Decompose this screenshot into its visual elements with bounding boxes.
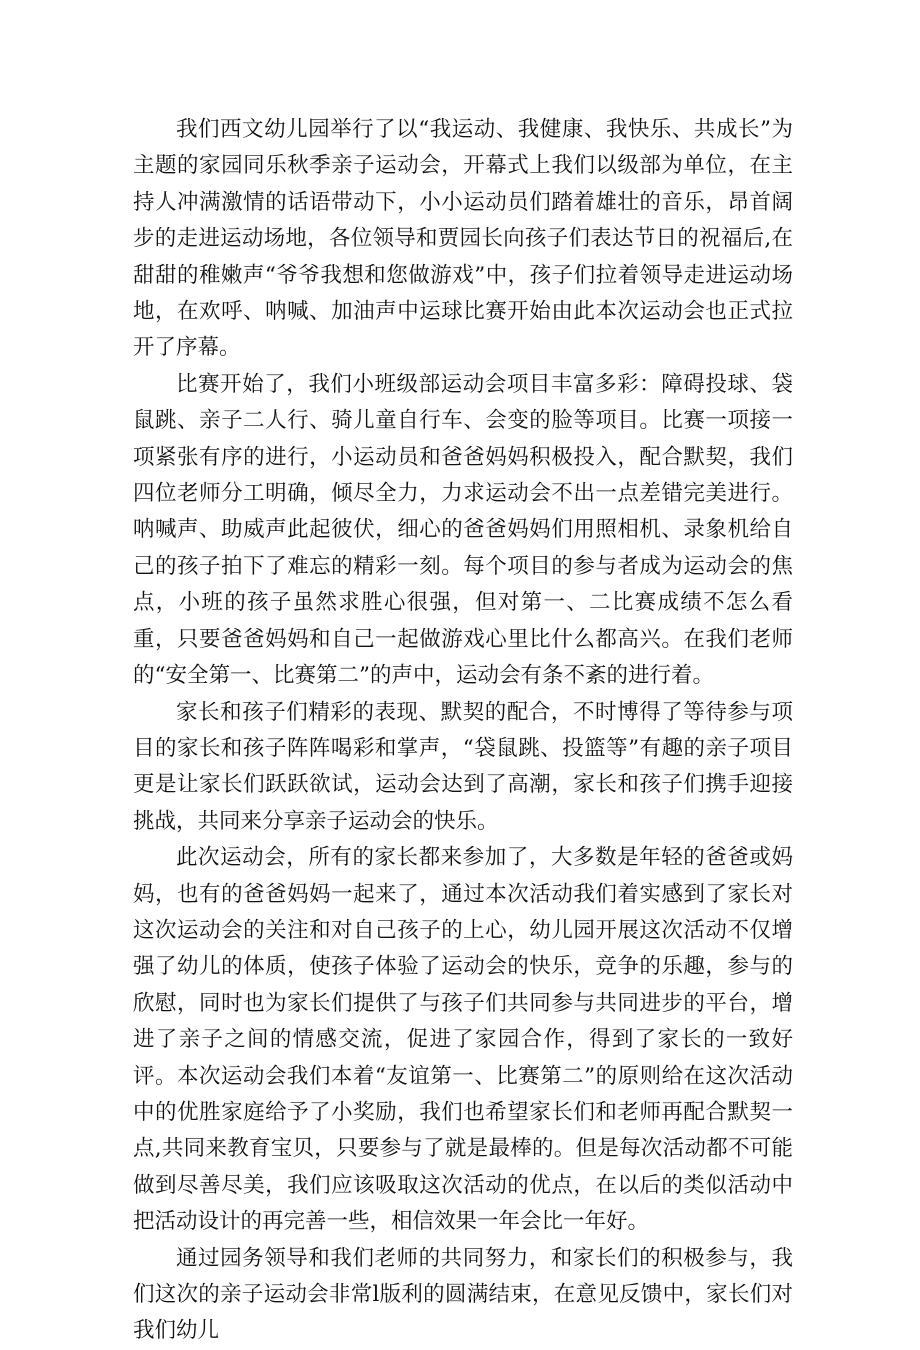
paragraph-competition: 比赛开始了，我们小班级部运动会项目丰富多彩：障碍投球、袋鼠跳、亲子二人行、骑儿童自行车、会变的脸等项目。比赛一项接一项紧张有序的进行，小运动员和爸爸妈妈积极投入，配合默契，我们四位老师分工明确，倾尽全力，力求运动会不出一点差错完美进行。呐喊声、助威声此起彼伏，细心的爸爸妈妈们用照相机、录象机给自己的孩子拍下了难忘的精彩一刻。每个项目的参与者成为运动会的焦点，小班的孩子虽然求胜心很强，但对第一、二比赛成绩不怎么看重，只要爸爸妈妈和自己一起做游戏心里比什么都高兴。在我们老师的“安全第一、比赛第二”的声中，运动会有条不紊的进行着。 xyxy=(133,371,793,689)
paragraph-conclusion: 通过园务领导和我们老师的共同努力，和家长们的积极参与，我们这次的亲子运动会非常l版利的圆满结束，在意见反馈中，家长们对我们幼儿 xyxy=(133,1245,793,1344)
document-page xyxy=(133,112,793,1350)
paragraph-opening-ceremony: 我们西文幼儿园举行了以“我运动、我健康、我快乐、共成长”为主题的家园同乐秋季亲子运动会，开幕式上我们以级部为单位，在主持人冲满激情的话语带动下，小小运动员们踏着雄壮的音乐，昂首阔步的走进运动场地，各位领导和贾园长向孩子们表达节日的祝福后,在甜甜的稚嫩声“爷爷我想和您做游戏”中，孩子们拉着领导走进运动场地，在欢呼、呐喊、加油声中运球比赛开始由此本次运动会也正式拉开了序幕。 xyxy=(133,117,793,361)
paragraph-parent-child-performance: 家长和孩子们精彩的表现、默契的配合，不时博得了等待参与项目的家长和孩子阵阵喝彩和掌声，“袋鼠跳、投篮等”有趣的亲子项目更是让家长们跃跃欲试，运动会达到了高潮，家长和孩子们携手迎接挑战，共同来分享亲子运动会的快乐。 xyxy=(133,699,793,834)
paragraph-reflection: 此次运动会，所有的家长都来参加了，大多数是年轻的爸爸或妈妈，也有的爸爸妈妈一起来了，通过本次活动我们着实感到了家长对这次运动会的关注和对自己孩子的上心，幼儿园开展这次活动不仅增强了幼儿的体质，使孩子体验了运动会的快乐，竞争的乐趣，参与的欣慰，同时也为家长们提供了与孩子们共同参与共同进步的平台，增进了亲子之间的情感交流，促进了家园合作，得到了家长的一致好评。本次运动会我们本着“友谊第一、比赛第二”的原则给在这次活动中的优胜家庭给予了小奖励，我们也希望家长们和老师再配合默契一点,共同来教育宝贝，只要参与了就是最棒的。但是每次活动都不可能做到尽善尽美，我们应该吸取这次活动的优点，在以后的类似活动中把活动设计的再完善一些，相信效果一年会比一年好。 xyxy=(133,845,793,1235)
